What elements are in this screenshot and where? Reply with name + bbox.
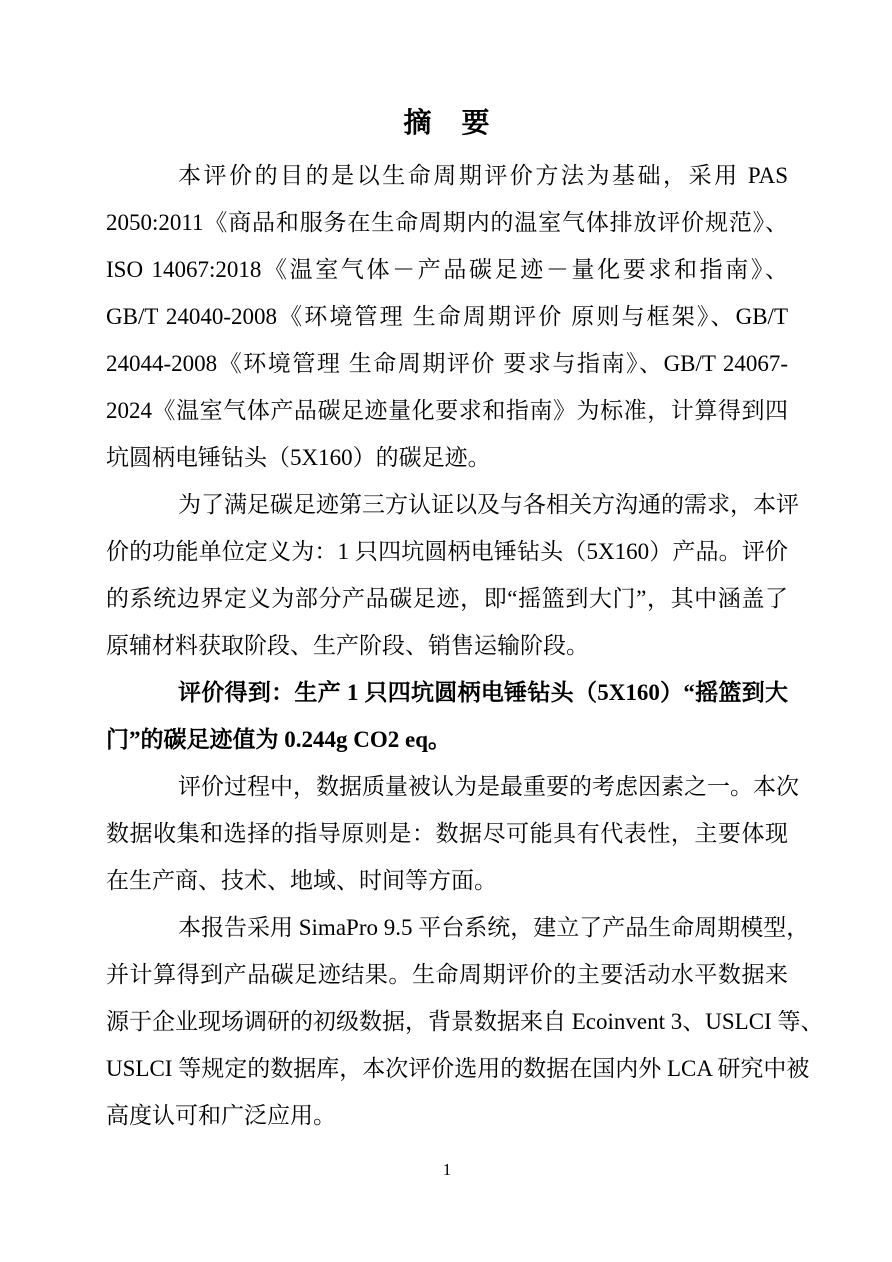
paragraph-line: 2024《温室气体产品碳足迹量化要求和指南》为标准，计算得到四 — [106, 398, 788, 423]
paragraph-line: 并计算得到产品碳足迹结果。生命周期评价的主要活动水平数据来 — [106, 962, 788, 987]
paragraph — [106, 669, 788, 763]
paragraph-line: 门”的碳足迹值为 0.244g CO2 eq。 — [106, 727, 451, 752]
paragraph-line: 坑圆柄电锤钻头（5X160）的碳足迹。 — [106, 445, 491, 470]
paragraph-line: 本报告采用 SimaPro 9.5 平台系统，建立了产品生命周期模型， — [178, 915, 810, 940]
paragraph-line: 评价过程中，数据质量被认为是最重要的考虑因素之一。本次 — [178, 774, 799, 799]
paragraph-line: 本评价的目的是以生命周期评价方法为基础，采用 PAS — [178, 163, 788, 188]
paragraph — [106, 152, 788, 481]
paragraph-line: 评价得到：生产 1 只四坑圆柄电锤钻头（5X160）“摇篮到大 — [178, 680, 788, 705]
paragraph — [106, 763, 799, 904]
page-footer — [106, 1155, 788, 1185]
paragraph-line: 24044-2008《环境管理 生命周期评价 要求与指南》、GB/T 24067- — [106, 351, 788, 376]
paragraph-line: 2050:2011《商品和服务在生命周期内的温室气体排放评价规范》、 — [106, 210, 788, 235]
paragraph-line: 的系统边界定义为部分产品碳足迹，即“摇篮到大门”，其中涵盖了 — [106, 586, 788, 611]
paragraph-line: 为了满足碳足迹第三方认证以及与各相关方沟通的需求，本评 — [178, 492, 799, 517]
paragraph-line: GB/T 24040-2008《环境管理 生命周期评价 原则与框架》、GB/T — [106, 304, 788, 329]
page-number: 1 — [442, 1160, 452, 1179]
paragraph-line: ISO 14067:2018《温室气体－产品碳足迹－量化要求和指南》、 — [106, 257, 788, 282]
body-text — [106, 152, 824, 1139]
paragraph-line: 原辅材料获取阶段、生产阶段、销售运输阶段。 — [106, 633, 589, 658]
paragraph-line: 在生产商、技术、地域、时间等方面。 — [106, 868, 497, 893]
paragraph-line: 高度认可和广泛应用。 — [106, 1103, 336, 1128]
paragraph — [106, 904, 824, 1139]
page-title: 摘 要 — [403, 108, 491, 139]
paragraph — [106, 481, 799, 669]
paragraph-line: 数据收集和选择的指导原则是：数据尽可能具有代表性，主要体现 — [106, 821, 788, 846]
paragraph-line: 源于企业现场调研的初级数据，背景数据来自 Ecoinvent 3、USLCI 等、 — [106, 1009, 824, 1034]
paragraph-line: 价的功能单位定义为：1 只四坑圆柄电锤钻头（5X160）产品。评价 — [106, 539, 788, 564]
paragraph-line: USLCI 等规定的数据库，本次评价选用的数据在国内外 LCA 研究中被 — [106, 1056, 810, 1081]
